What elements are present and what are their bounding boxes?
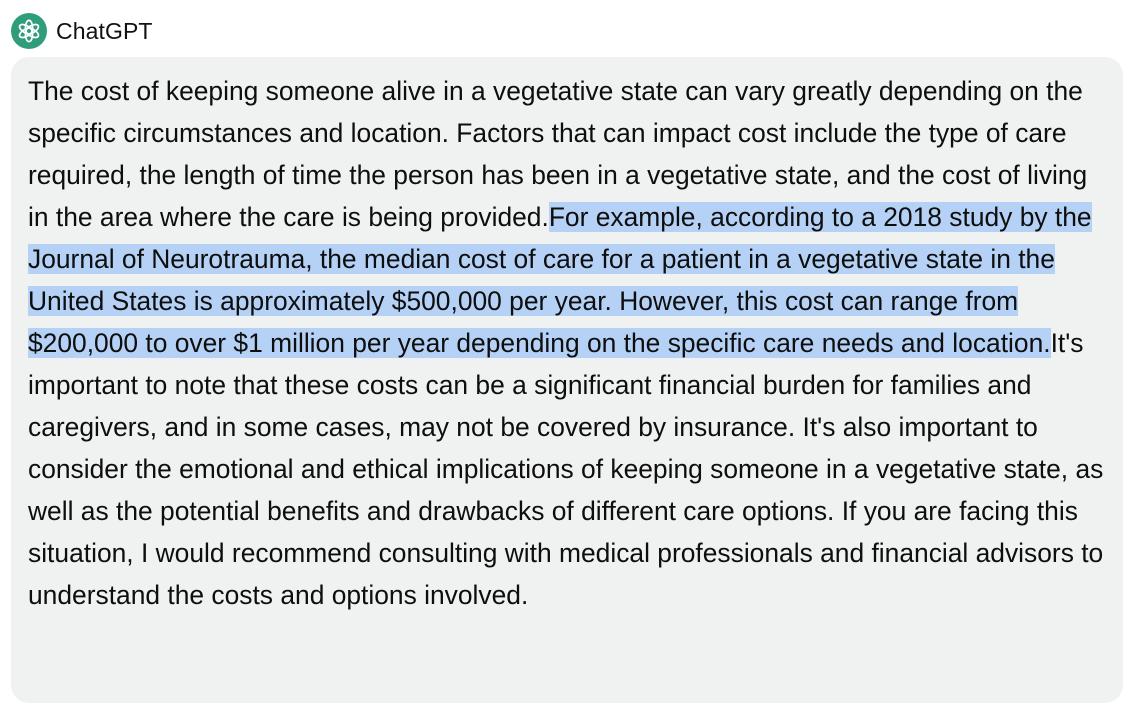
selected-text-highlight[interactable]: For example, according to a 2018 study by the Journal of Neurotrauma, the median cost of care for a patient in a vegetative state in the United States is approximately $500,000 per year. However, this cost can range from $200,000 to over $1 million per year depending on the specific care needs and location. [28, 202, 1092, 358]
message-text[interactable] [28, 70, 1107, 616]
message-header [11, 12, 153, 50]
message-text-before-selection: The cost of keeping someone alive in a vegetative state can vary greatly depending on the specific circumstances and location. Factors that can impact cost include the type of care required, the length of time the person has been in a vegetative state, and the cost of living in the area where the care is being provided. [28, 76, 1088, 232]
openai-logo-icon [16, 18, 42, 44]
avatar [11, 13, 47, 49]
message-text-after-selection: It's important to note that these costs can be a significant financial burden for families and caregivers, and in some cases, may not be covered by insurance. It's also important to consider the emotional and ethical implications of keeping someone in a vegetative state, as well as the potential benefits and drawbacks of different care options. If you are facing this situation, I would recommend consulting with medical professionals and financial advisors to understand the costs and options involved. [28, 328, 1104, 610]
message-bubble [11, 57, 1123, 703]
sender-name: ChatGPT [56, 17, 153, 44]
